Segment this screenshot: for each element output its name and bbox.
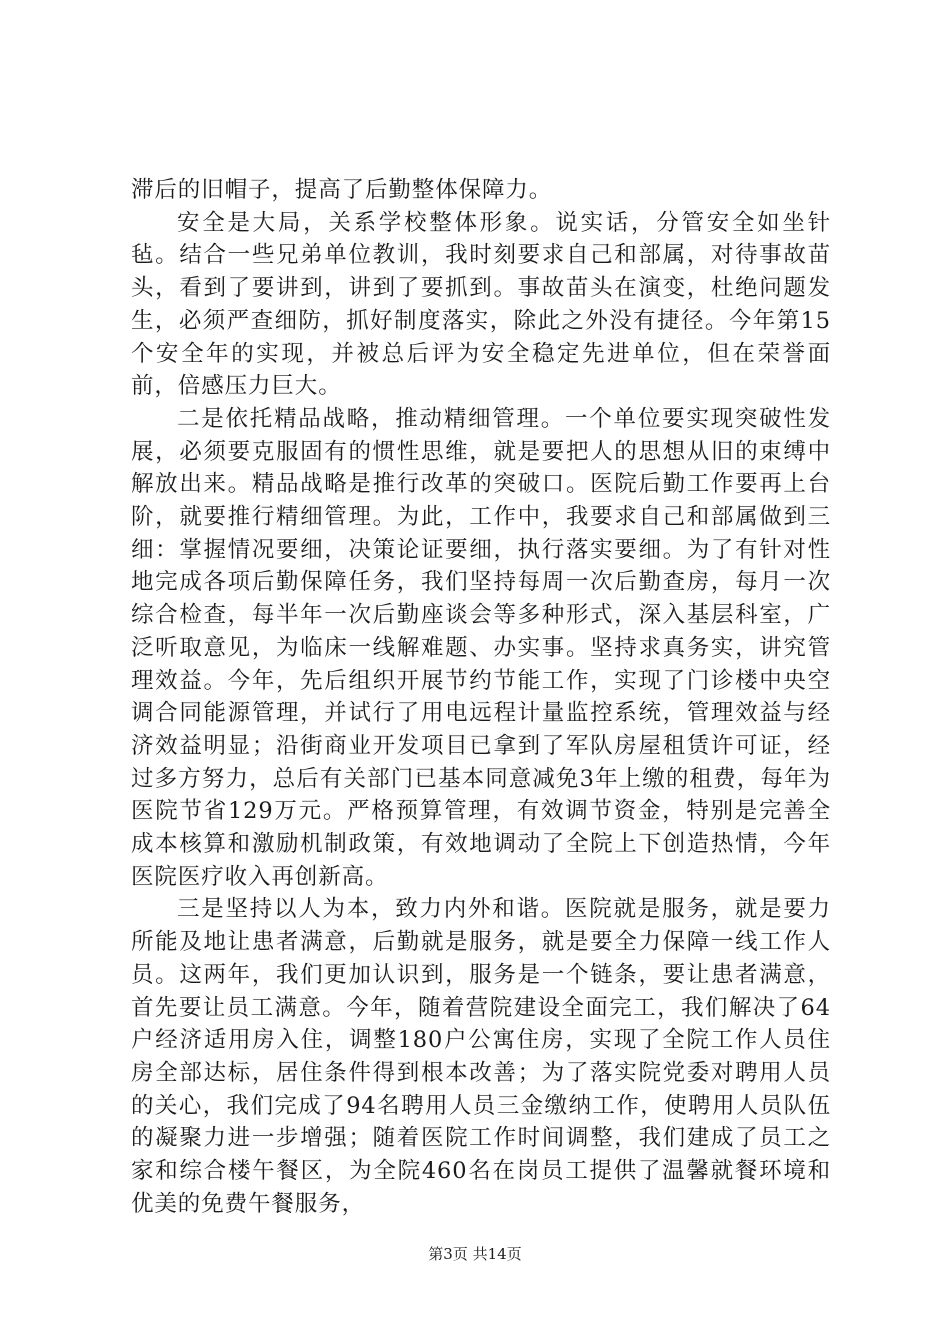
paragraph-safety: 安全是大局，关系学校整体形象。说实话，分管安全如坐针毡。结合一些兄弟单位教训，我时刻要求自己和部属，对待事故苗头，看到了要讲到，讲到了要抓到。事故苗头在演变，杜绝问题发生，必须严查细防，抓好制度落实，除此之外没有捷径。今年第15个安全年的实现，并被总后评为安全稳定先进单位，但在荣誉面前，倍感压力巨大。 [131,209,831,400]
paragraph-continuation: 滞后的旧帽子，提高了后勤整体保障力。 [131,177,553,203]
page-footer: 第3页 共14页 [428,1245,522,1263]
paragraph-people-oriented: 三是坚持以人为本，致力内外和谐。医院就是服务，就是要力所能及地让患者满意，后勤就是服务，就是要全力保障一线工作人员。这两年，我们更加认识到，服务是一个链条，要让患者满意，首先要让员工满意。今年，随着营院建设全面完工，我们解决了64户经济适用房入住，调整180户公寓住房，实现了全院工作人员住房全部达标，居住条件得到根本改善；为了落实院党委对聘用人员的关心，我们完成了94名聘用人员三金缴纳工作，使聘用人员队伍的凝聚力进一步增强；随着医院工作时间调整，我们建成了员工之家和综合楼午餐区，为全院460名在岗员工提供了温馨就餐环境和优美的免费午餐服务， [131,896,831,1217]
document-body [131,174,831,1221]
paragraph-fine-management: 二是依托精品战略，推动精细管理。一个单位要实现突破性发展，必须要克服固有的惯性思维，就是要把人的思想从旧的束缚中解放出来。精品战略是推行改革的突破口。医院后勤工作要再上台阶，就要推行精细管理。为此，工作中，我要求自己和部属做到三细：掌握情况要细，决策论证要细，执行落实要细。为了有针对性地完成各项后勤保障任务，我们坚持每周一次后勤查房，每月一次综合检查，每半年一次后勤座谈会等多种形式，深入基层科室，广泛听取意见，为临床一线解难题、办实事。坚持求真务实，讲究管理效益。今年，先后组织开展节约节能工作，实现了门诊楼中央空调合同能源管理，并试行了用电远程计量监控系统，管理效益与经济效益明显；沿街商业开发项目已拿到了军队房屋租赁许可证，经过多方努力，总后有关部门已基本同意减免3年上缴的租费，每年为医院节省129万元。严格预算管理，有效调节资金，特别是完善全成本核算和激励机制政策，有效地调动了全院上下创造热情，今年医院医疗收入再创新高。 [131,405,831,890]
